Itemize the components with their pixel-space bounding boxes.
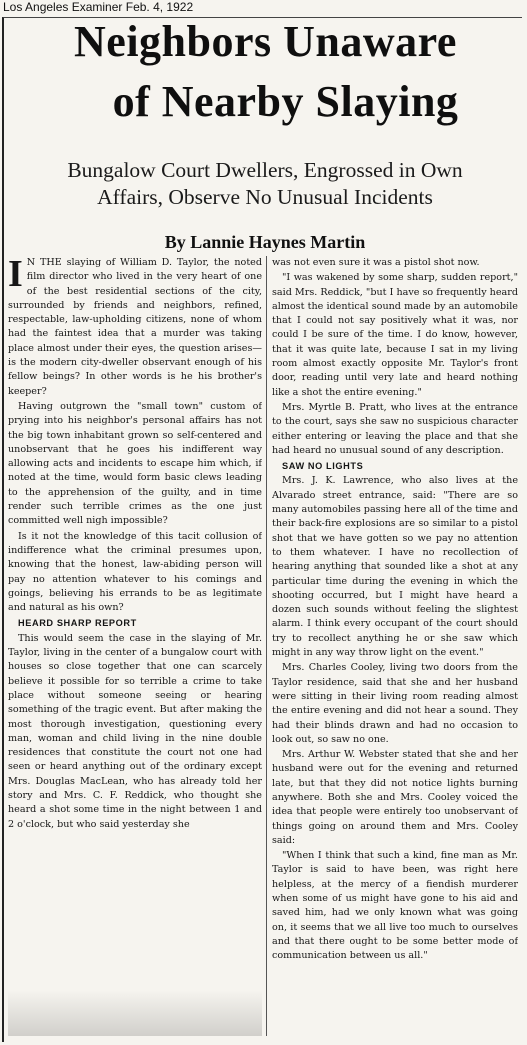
byline: By Lannie Haynes Martin [164, 232, 366, 252]
paragraph: "When I think that such a kind, fine man as Mr. Taylor is said to have been, was right here helpless, at the mercy of a fiendish murderer when some of us might have gone to his aid and saved him, had we only known what was going on, it seems that we all live too much to ourselves and that there ought to be some better mode of communication between us all." [272, 850, 518, 962]
paragraph: "I was wakened by some sharp, sudden report," said Mrs. Reddick, "but I have so frequently heard almost the identical sound made by an automobile that I could not say positively what it was, nor could I be sure of the time. I do know, however, that it was quite late, because I sat in my living room almost exactly opposite Mr. Taylor's front door, reading until very late and heard nothing like a shot the entire evening." [272, 272, 518, 398]
opening-paragraph-text: N THE slaying of William D. Taylor, the noted film director who lived in the very heart of one of the best residential sections of the city, surrounded by friends and neighbors, refined, respectable, law-upholding citizens, none of whom had the faintest idea that a murder was taking place almost under their eyes, the question arises—is the modern city-dweller observant enough of his fellow beings? In other words is he his brother's keeper? [8, 257, 262, 397]
paragraph: Mrs. Myrtle B. Pratt, who lives at the entrance to the court, says she saw no suspicious character either entering or leaving the place and that she had heard no unusual sound of any description. [272, 401, 518, 456]
column-divider [266, 256, 267, 1036]
source-caption: Los Angeles Examiner Feb. 4, 1922 [3, 0, 194, 14]
article-column-left [8, 256, 262, 1036]
paragraph: This would seem the case in the slaying of Mr. Taylor, living in the center of a bungalow court with houses so close together that one can scarcely believe it possible for so terrible a crime to take place without someone seeing or hearing something of the tragic event. But after making the most thorough investigation, questioning every man, woman and child living in the nine double residences that constitute the court not one had seen or heard anything out of the ordinary except Mrs. Douglas MacLean, who has already told her story and Mrs. C. F. Reddick, who thought she heard a shot some time in the night between 1 and 2 o'clock, but who said yesterday she [8, 632, 262, 830]
headline-line-1: Neighbors Unaware [74, 17, 457, 66]
article-column-right [272, 256, 518, 1036]
paragraph: Having outgrown the "small town" custom of prying into his neighbor's personal affairs has not the big town inhabitant grown so self-centered and unobservant that he goes his indifferent way allowing acts and incidents to escape him which, if noted at the time, would form basic clews leading to the apprehension of the guilty, and in time render such terrible crimes as the one just committed well nigh impossible? [8, 400, 262, 527]
opening-paragraph [8, 256, 262, 399]
drop-cap: I [8, 256, 23, 295]
paragraph: Mrs. Arthur W. Webster stated that she and her husband were out for the evening and returned late, but that they did not notice lights burning anywhere. Both she and Mrs. Cooley voiced the idea that people were entirely too unobservant of things going on around them and Mrs. Cooley said: [272, 749, 518, 846]
paragraph: Mrs. J. K. Lawrence, who also lives at the Alvarado street entrance, said: "There are so many automobiles passing here all of the time and their back-fire explosions are so similar to a pistol shot that we have gotten so we pay no attention to them whatever. I have no recollection of hearing anything that sounded like a shot at any particular time during the evening in which the shooting occurred, but I might have heard a dozen such sounds without feeling the slightest alarm. I think every occupant of the court should try to recollect anything he or she saw which might in any way throw light on the event." [272, 475, 518, 659]
section-subhead: HEARD SHARP REPORT [18, 618, 137, 629]
paragraph: Is it not the knowledge of this tacit collusion of indifference what the criminal presumes upon, knowing that the honest, law-abiding person will pay no attention whatever to his comings and goings, believing his errands to be as legitimate and natural as his own? [8, 530, 262, 614]
section-subhead: SAW NO LIGHTS [282, 461, 364, 472]
subheadline-line-2: Affairs, Observe No Unusual Incidents [97, 185, 433, 209]
subheadline-line-1: Bungalow Court Dwellers, Engrossed in Own [67, 158, 463, 182]
paragraph: Mrs. Charles Cooley, living two doors from the Taylor residence, said that she and her husband were sitting in their living room reading almost the entire evening and did not hear a sound. They had their blinds drawn and had no occasion to look out, so saw no one. [272, 662, 518, 745]
headline-line-2: of Nearby Slaying [112, 77, 459, 126]
paragraph: was not even sure it was a pistol shot now. [272, 257, 480, 268]
